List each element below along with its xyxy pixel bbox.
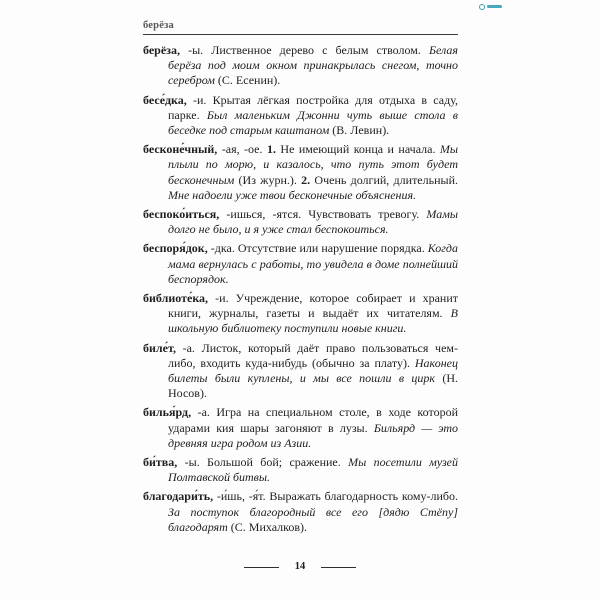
entry-text: -дка. Отсутствие или нарушение порядка. [207, 241, 428, 256]
entry-headword: би́тва, [143, 455, 178, 470]
entry-text: -ы. Большой бой; сражение. [177, 455, 349, 470]
watermark-bar [487, 5, 502, 8]
entry-text: (С. Есенин). [217, 73, 281, 88]
entry-text: (В. Левин). [332, 123, 390, 138]
entry-example: За поступок благородный все его [дядю Стёпу] благодарят [168, 504, 458, 534]
dictionary-entry [143, 142, 458, 203]
entry-headword: бесконе́чный, [143, 142, 218, 157]
dictionary-entry [143, 207, 458, 237]
entry-example: Был маленьким Джонни чуть выше стола в беседке под старым каштаном [168, 107, 458, 138]
entry-headword: беспоря́док, [143, 241, 208, 256]
entry-headword: библиоте́ка, [143, 291, 209, 306]
entry-example: Когда мама вернулась с работы, то увидела в доме полнейший беспорядок. [168, 241, 458, 286]
dictionary-entry [143, 93, 458, 139]
entry-headword: беспоко́иться, [143, 207, 220, 222]
entry-text: -а. Игра на специальном столе, в ходе которой ударами кия шары загоняют в лузы. [168, 405, 458, 435]
entry-text: -и́шь, -я́т. Выражать благодарность кому-либо. [213, 489, 458, 504]
entry-text: (С. Михалков). [230, 519, 308, 534]
entry-text: (Н. Носов). [168, 371, 458, 401]
entry-headword: бесе́дка, [143, 92, 187, 107]
footer-right-rule [321, 567, 356, 568]
page-number: 14 [294, 561, 306, 572]
watermark-logo [479, 3, 502, 10]
entry-sense-number: 1. [266, 142, 281, 157]
entry-headword: берёза, [143, 43, 180, 57]
dictionary-entry [143, 489, 458, 535]
entry-example: Мамы долго не было, и я уже стал беспокоиться. [168, 207, 458, 237]
entry-example: Мы посетили музей Полтавской битвы. [168, 455, 458, 485]
dictionary-entry [143, 455, 458, 485]
header-rule [143, 34, 458, 35]
entry-text: Очень долгий, длительный. [314, 172, 459, 187]
entry-headword: благодари́ть, [143, 489, 214, 504]
watermark-circle-icon [479, 4, 485, 10]
entry-text: -ая, -ое. [217, 142, 267, 157]
entry-text: (Из журн.). [238, 172, 302, 187]
page-footer [0, 561, 600, 573]
entry-headword: билья́рд, [143, 405, 192, 420]
entry-example: Мы плыли по морю, и казалось, что путь этот будет бесконечным [168, 142, 459, 187]
dictionary-entry [143, 241, 458, 287]
entry-text: Не имеющий конца и начала. [280, 142, 440, 157]
entry-text: -ы. Лиственное дерево с белым стволом. [180, 43, 429, 57]
entry-text: -а. Листок, который даёт право пользоваться чем-либо, входить куда-нибудь (обычно за плату). [168, 340, 458, 370]
entry-example: Белая берёза под моим окном принакрылась снегом, точно серебром [168, 43, 458, 88]
entry-headword: биле́т, [143, 340, 176, 355]
running-head: берёза [143, 20, 174, 31]
entry-text: -и. Крытая лёгкая постройка для отдыха в саду, парке. [168, 92, 458, 122]
entry-text: -ишься, -ятся. Чувствовать тревогу. [219, 207, 427, 222]
entry-example: В школьную библиотеку поступили новые книги. [168, 306, 458, 336]
dictionary-entry [143, 341, 458, 402]
text-column [143, 20, 458, 539]
entry-example: Бильярд — это древняя игра родом из Азии. [168, 420, 458, 450]
entry-example: Мне надоели уже твои бесконечные объяснения. [168, 187, 417, 202]
dictionary-entry [143, 43, 458, 89]
entries [143, 43, 458, 535]
entry-sense-number: 2. [301, 172, 315, 187]
entry-example: Наконец билеты были куплены, и мы все пошли в цирк [168, 355, 458, 386]
dictionary-entry [143, 291, 458, 337]
dictionary-entry [143, 405, 458, 451]
footer-left-rule [244, 567, 279, 568]
entry-text: -и. Учреждение, которое собирает и хранит книги, журналы, газеты и выдаёт их читателям. [168, 291, 458, 321]
